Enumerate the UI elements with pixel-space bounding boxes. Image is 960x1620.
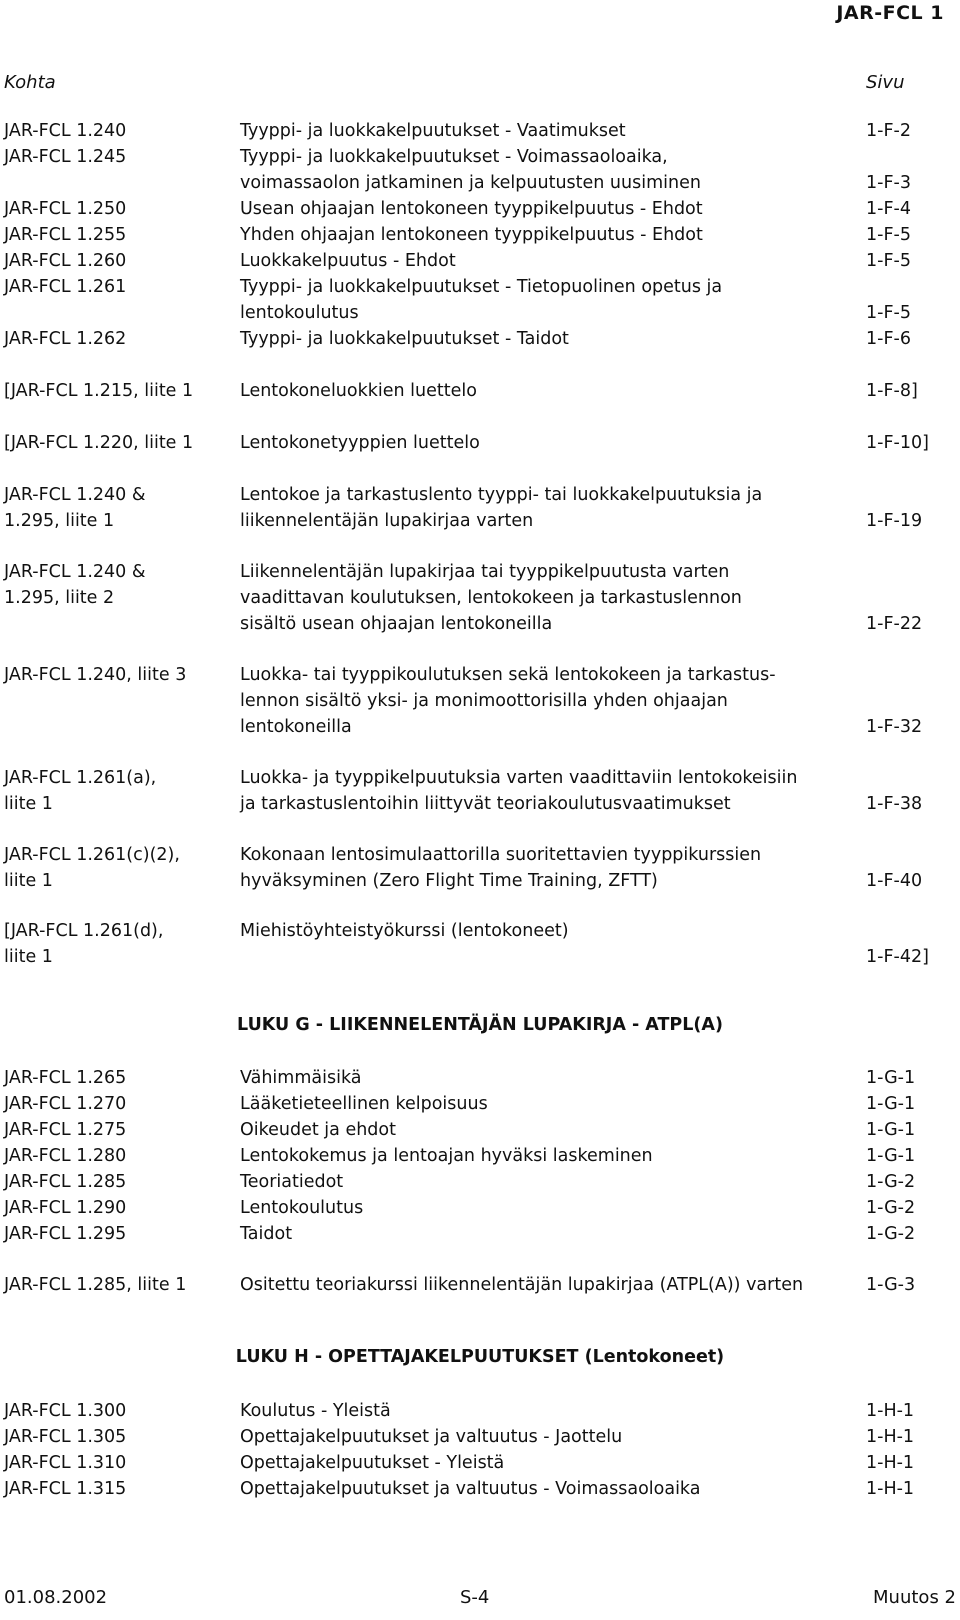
toc-entry-page: 1-F-8] [866, 381, 918, 401]
toc-entry-reference-line: 1.295, liite 2 [4, 588, 115, 608]
toc-entry-title [240, 1221, 860, 1247]
toc-entry-title [240, 1091, 860, 1117]
toc-entry-reference-line: JAR-FCL 1.290 [4, 1198, 127, 1218]
toc-entry-title [240, 430, 860, 456]
toc-entry-reference [4, 1195, 236, 1221]
toc-entry-reference [4, 274, 236, 300]
toc-entry-title-line: Yhden ohjaajan lentokoneen tyyppikelpuutus - Ehdot [240, 225, 703, 245]
toc-entry-reference [4, 1169, 236, 1195]
toc-entry-title-line: Lentokoneluokkien luettelo [240, 381, 477, 401]
toc-entry-title-line: Tyyppi- ja luokkakelpuutukset - Tietopuolinen opetus ja [240, 277, 723, 297]
toc-entry-reference-line: JAR-FCL 1.305 [4, 1427, 127, 1447]
toc-entry-title [240, 378, 860, 404]
footer-page-number: S-4 [460, 1587, 490, 1608]
toc-entry-title-line: Oikeudet ja ehdot [240, 1120, 396, 1140]
toc-entry-reference [4, 196, 236, 222]
toc-entry-page: 1-G-1 [866, 1120, 916, 1140]
toc-entry-title [240, 196, 860, 222]
toc-entry-page: 1-F-5 [866, 251, 911, 271]
toc-entry-reference [4, 559, 236, 611]
toc-entry-title-line: Usean ohjaajan lentokoneen tyyppikelpuutus - Ehdot [240, 199, 703, 219]
toc-entry-reference-line: JAR-FCL 1.300 [4, 1401, 127, 1421]
toc-entry-reference-line: JAR-FCL 1.261(c)(2), [4, 845, 180, 865]
toc-entry-reference [4, 118, 236, 144]
toc-entry-page: 1-F-40 [866, 871, 923, 891]
toc-entry-title-line: Teoriatiedot [240, 1172, 344, 1192]
toc-entry-reference [4, 662, 236, 688]
toc-entry-title [240, 1398, 860, 1424]
toc-entry-reference [4, 1450, 236, 1476]
toc-entry-reference-line: liite 1 [4, 947, 53, 967]
toc-entry-page: 1-H-1 [866, 1401, 915, 1421]
toc-entry-title-line: voimassaolon jatkaminen ja kelpuutusten uusiminen [240, 173, 701, 193]
section-heading-h: LUKU H - OPETTAJAKELPUUTUKSET (Lentokoneet) [235, 1347, 725, 1367]
toc-entry-page: 1-G-2 [866, 1172, 916, 1192]
toc-entry-page: 1-F-5 [866, 303, 911, 323]
toc-entry-reference [4, 248, 236, 274]
toc-entry-page: 1-F-6 [866, 329, 911, 349]
toc-entry-reference-line: JAR-FCL 1.261 [4, 277, 127, 297]
toc-entry-title-line: Miehistöyhteistyökurssi (lentokoneet) [240, 921, 569, 941]
toc-entry-page: 1-F-3 [866, 173, 911, 193]
toc-entry-reference-line: liite 1 [4, 871, 53, 891]
toc-entry-title [240, 1424, 860, 1450]
toc-entry-reference-line: liite 1 [4, 794, 53, 814]
column-heading-kohta: Kohta [4, 72, 56, 93]
toc-entry-title [240, 118, 860, 144]
toc-entry-reference-line: 1.295, liite 1 [4, 511, 115, 531]
toc-entry-title [240, 1117, 860, 1143]
toc-entry-page: 1-G-1 [866, 1094, 916, 1114]
toc-entry-title-line: Vähimmäisikä [240, 1068, 362, 1088]
toc-entry-title-line: Opettajakelpuutukset ja valtuutus - Voimassaoloaika [240, 1479, 701, 1499]
toc-entry-title-line: lentokoneilla [240, 717, 352, 737]
toc-entry-title [240, 842, 860, 894]
toc-entry-title-line: Kokonaan lentosimulaattorilla suoritettavien tyyppikurssien [240, 845, 762, 865]
toc-entry-page: 1-G-2 [866, 1198, 916, 1218]
toc-entry-page: 1-F-5 [866, 225, 911, 245]
toc-entry-title-line: Luokka- ja tyyppikelpuutuksia varten vaadittaviin lentokokeisiin [240, 768, 798, 788]
toc-entry-page: 1-G-3 [866, 1275, 916, 1295]
toc-entry-title-line: Luokka- tai tyyppikoulutuksen sekä lentokokeen ja tarkastus- [240, 665, 776, 685]
toc-entry-reference [4, 326, 236, 352]
toc-entry-title [240, 1272, 860, 1298]
toc-entry-reference-line: JAR-FCL 1.295 [4, 1224, 127, 1244]
toc-entry-title-line: Lentokoe ja tarkastuslento tyyppi- tai luokkakelpuutuksia ja [240, 485, 763, 505]
toc-entry-title-line: Lentokonetyyppien luettelo [240, 433, 480, 453]
toc-entry-title [240, 765, 860, 817]
toc-entry-reference [4, 1143, 236, 1169]
toc-entry-reference [4, 918, 236, 970]
toc-entry-page: 1-G-1 [866, 1068, 916, 1088]
toc-entry-reference [4, 1398, 236, 1424]
toc-entry-title [240, 1143, 860, 1169]
toc-entry-title-line: Ositettu teoriakurssi liikennelentäjän lupakirjaa (ATPL(A)) varten [240, 1275, 804, 1295]
toc-entry-title-line: Opettajakelpuutukset ja valtuutus - Jaottelu [240, 1427, 623, 1447]
toc-entry-page: 1-H-1 [866, 1427, 915, 1447]
toc-entry-page: 1-H-1 [866, 1453, 915, 1473]
toc-entry-page: 1-F-22 [866, 614, 923, 634]
toc-entry-reference-line: [JAR-FCL 1.220, liite 1 [4, 433, 194, 453]
toc-entry-reference-line: JAR-FCL 1.315 [4, 1479, 127, 1499]
toc-entry-title-line: lennon sisältö yksi- ja monimoottorisilla yhden ohjaajan [240, 691, 728, 711]
toc-entry-reference [4, 1065, 236, 1091]
toc-entry-reference-line: JAR-FCL 1.285 [4, 1172, 127, 1192]
toc-entry-title [240, 1065, 860, 1091]
toc-entry-reference [4, 378, 236, 404]
toc-entry-reference [4, 765, 236, 817]
toc-entry-title-line: Lääketieteellinen kelpoisuus [240, 1094, 488, 1114]
toc-entry-title [240, 559, 860, 637]
toc-entry-reference-line: JAR-FCL 1.255 [4, 225, 127, 245]
toc-entry-title-line: Tyyppi- ja luokkakelpuutukset - Vaatimukset [240, 121, 626, 141]
toc-entry-title-line: Tyyppi- ja luokkakelpuutukset - Taidot [240, 329, 569, 349]
toc-entry-title-line: vaadittavan koulutuksen, lentokokeen ja tarkastuslennon [240, 588, 742, 608]
section-heading-g: LUKU G - LIIKENNELENTÄJÄN LUPAKIRJA - ATPL(A) [237, 1015, 723, 1035]
toc-entry-title-line: sisältö usean ohjaajan lentokoneilla [240, 614, 553, 634]
toc-entry-title [240, 222, 860, 248]
toc-entry-page: 1-G-2 [866, 1224, 916, 1244]
toc-entry-reference-line: JAR-FCL 1.265 [4, 1068, 127, 1088]
toc-entry-page: 1-F-32 [866, 717, 923, 737]
toc-entry-title-line: Luokkakelpuutus - Ehdot [240, 251, 456, 271]
toc-entry-reference-line: JAR-FCL 1.240 & [4, 562, 146, 582]
toc-entry-page: 1-F-4 [866, 199, 911, 219]
toc-entry-title [240, 248, 860, 274]
toc-entry-page: 1-F-2 [866, 121, 911, 141]
toc-entry-title [240, 144, 860, 196]
toc-entry-page: 1-F-42] [866, 947, 929, 967]
toc-entry-title [240, 1195, 860, 1221]
toc-entry-reference-line: JAR-FCL 1.262 [4, 329, 127, 349]
toc-entry-reference-line: JAR-FCL 1.245 [4, 147, 127, 167]
toc-entry-title-line: Lentokoulutus [240, 1198, 364, 1218]
toc-entry-title-line: lentokoulutus [240, 303, 359, 323]
toc-entry-reference-line: JAR-FCL 1.275 [4, 1120, 127, 1140]
toc-entry-title [240, 482, 860, 534]
toc-entry-reference-line: JAR-FCL 1.240 [4, 121, 127, 141]
toc-entry-title [240, 1450, 860, 1476]
footer-date: 01.08.2002 [4, 1587, 108, 1608]
toc-entry-title-line: Opettajakelpuutukset - Yleistä [240, 1453, 505, 1473]
toc-entry-title-line: ja tarkastuslentoihin liittyvät teoriakoulutusvaatimukset [240, 794, 731, 814]
toc-entry-reference-line: JAR-FCL 1.310 [4, 1453, 127, 1473]
toc-entry-page: 1-G-1 [866, 1146, 916, 1166]
toc-entry-title-line: Lentokokemus ja lentoajan hyväksi laskeminen [240, 1146, 653, 1166]
toc-entry-reference [4, 1476, 236, 1502]
toc-entry-reference [4, 1272, 236, 1298]
toc-entry-title-line: Koulutus - Yleistä [240, 1401, 391, 1421]
toc-entry-reference [4, 482, 236, 534]
toc-entry-reference [4, 1117, 236, 1143]
toc-entry-reference-line: JAR-FCL 1.261(a), [4, 768, 157, 788]
toc-entry-reference [4, 1424, 236, 1450]
toc-entry-page: 1-F-10] [866, 433, 929, 453]
toc-entry-title [240, 662, 860, 740]
footer-amendment: Muutos 2 [873, 1587, 956, 1608]
toc-entry-title [240, 326, 860, 352]
toc-entry-reference [4, 1091, 236, 1117]
toc-entry-reference-line: [JAR-FCL 1.261(d), [4, 921, 164, 941]
toc-entry-title-line: hyväksyminen (Zero Flight Time Training, ZFTT) [240, 871, 658, 891]
toc-entry-reference-line: JAR-FCL 1.270 [4, 1094, 127, 1114]
toc-entry-reference-line: JAR-FCL 1.240, liite 3 [4, 665, 187, 685]
toc-entry-title-line: Taidot [240, 1224, 293, 1244]
toc-entry-page: 1-F-19 [866, 511, 923, 531]
toc-entry-reference-line: JAR-FCL 1.240 & [4, 485, 146, 505]
toc-entry-title [240, 274, 860, 326]
toc-entry-reference-line: JAR-FCL 1.280 [4, 1146, 127, 1166]
document-header: JAR-FCL 1 [836, 2, 944, 24]
toc-entry-title [240, 918, 860, 944]
toc-entry-page: 1-F-38 [866, 794, 923, 814]
toc-entry-reference [4, 1221, 236, 1247]
toc-entry-reference-line: JAR-FCL 1.285, liite 1 [4, 1275, 187, 1295]
toc-entry-title [240, 1476, 860, 1502]
column-heading-sivu: Sivu [866, 72, 905, 93]
toc-entry-title-line: Tyyppi- ja luokkakelpuutukset - Voimassaoloaika, [240, 147, 668, 167]
toc-entry-reference [4, 222, 236, 248]
toc-entry-reference [4, 842, 236, 894]
toc-entry-reference-line: [JAR-FCL 1.215, liite 1 [4, 381, 194, 401]
toc-entry-reference-line: JAR-FCL 1.250 [4, 199, 127, 219]
toc-entry-title-line: liikennelentäjän lupakirjaa varten [240, 511, 534, 531]
toc-entry-reference [4, 144, 236, 170]
toc-entry-title-line: Liikennelentäjän lupakirjaa tai tyyppikelpuutusta varten [240, 562, 730, 582]
toc-entry-reference-line: JAR-FCL 1.260 [4, 251, 127, 271]
toc-entry-page: 1-H-1 [866, 1479, 915, 1499]
toc-entry-reference [4, 430, 236, 456]
toc-entry-title [240, 1169, 860, 1195]
